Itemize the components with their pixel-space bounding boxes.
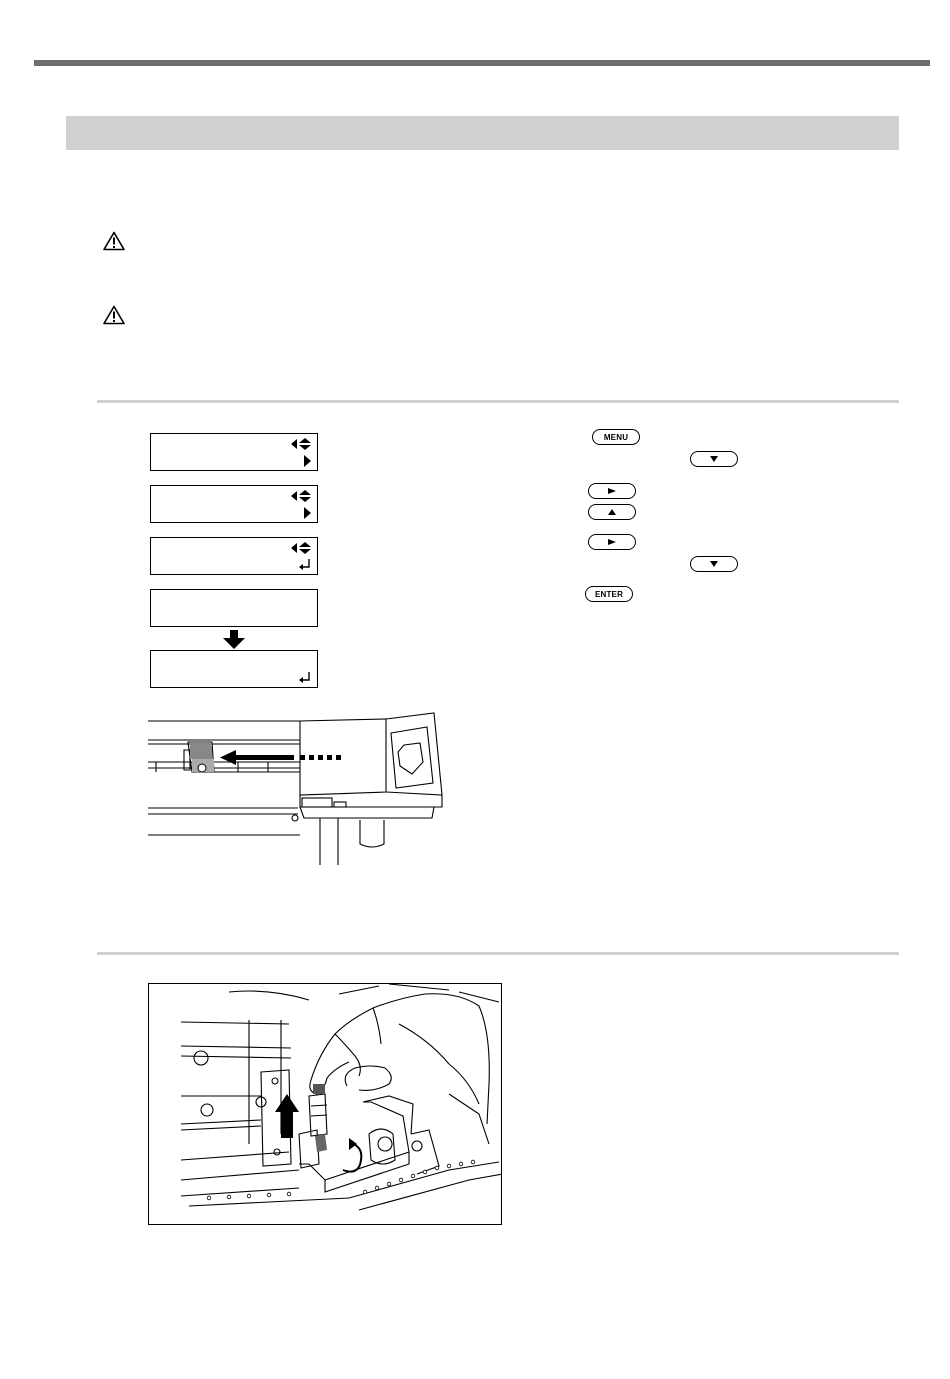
lcd-screen-3 — [150, 537, 318, 575]
down-key-icon — [690, 556, 738, 572]
up-key-icon — [588, 504, 636, 520]
lcd-screen-1 — [150, 433, 318, 471]
step-divider — [97, 952, 899, 955]
enter-key-icon: ENTER — [585, 586, 633, 602]
lcd-screen-5 — [150, 650, 318, 688]
left-up-down-arrows-icon — [290, 541, 312, 555]
caution-triangle-icon — [103, 305, 125, 325]
cutting-carriage-illustration — [148, 710, 443, 865]
step-divider — [97, 400, 899, 403]
blade-holder-illustration — [148, 983, 502, 1225]
top-rule — [34, 60, 930, 66]
lcd-screen-4 — [150, 589, 318, 627]
right-arrow-icon — [302, 454, 312, 468]
enter-return-icon — [298, 671, 312, 685]
left-up-down-arrows-icon — [290, 489, 312, 503]
right-key-icon — [588, 483, 636, 499]
right-arrow-icon — [302, 506, 312, 520]
down-key-icon — [690, 451, 738, 467]
caution-triangle-icon — [103, 231, 125, 251]
menu-key-icon: MENU — [592, 429, 640, 445]
hand-removing-blade-holder-illustration — [149, 984, 502, 1225]
left-up-down-arrows-icon — [290, 437, 312, 451]
lcd-screen-2 — [150, 485, 318, 523]
enter-return-icon — [298, 558, 312, 572]
down-arrow-icon — [222, 630, 246, 650]
section-header-band — [66, 116, 899, 150]
right-key-icon — [588, 534, 636, 550]
